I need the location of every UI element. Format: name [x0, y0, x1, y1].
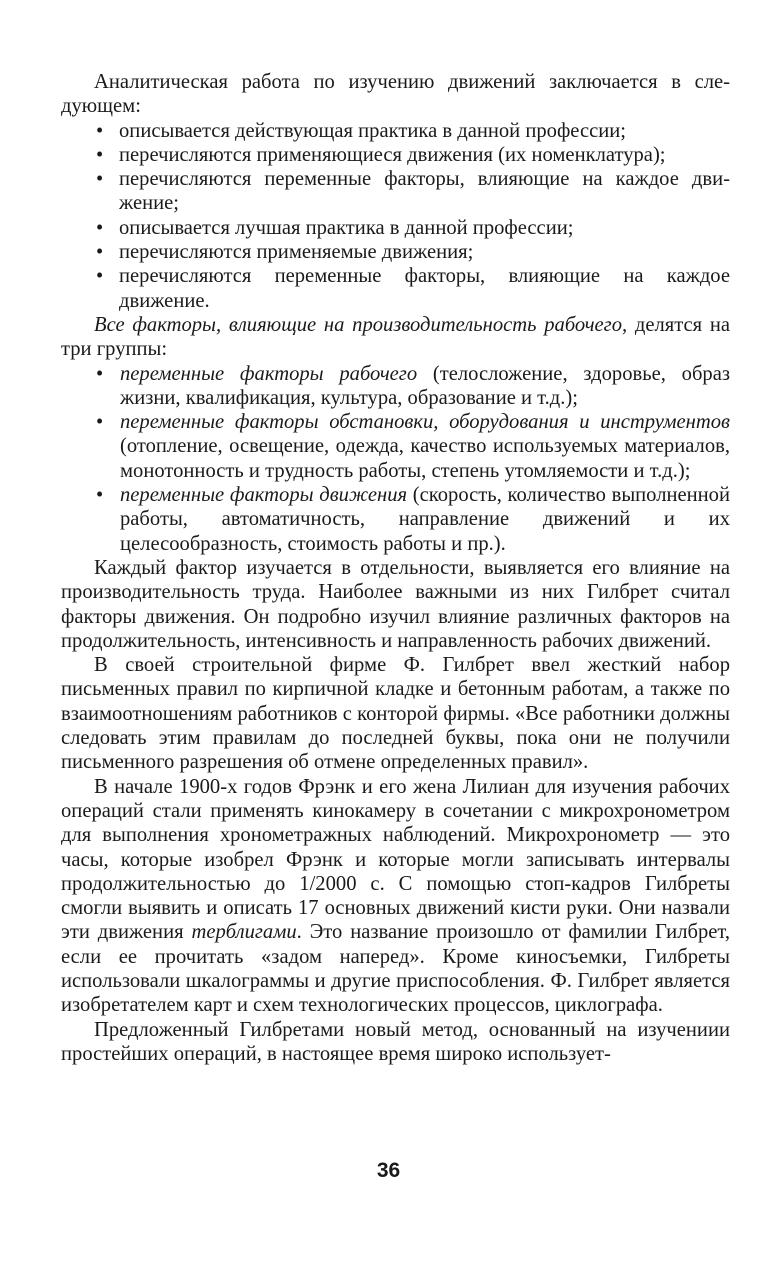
intro-paragraph: Аналитическая работа по изучению движений заключается в следующем:	[61, 71, 730, 118]
bullet: •	[96, 143, 104, 166]
paragraph: Предложенный Гилбретами новый метод, основанный на изучениии простейших операций, в настоящее время широко использует-	[61, 1018, 730, 1065]
list-item: • переменные факторы рабочего (телосложение, здоровье, образ жизни, квалификация, культура, образование и т.д.);	[96, 362, 730, 409]
bullet: •	[96, 362, 104, 385]
list-item: • описывается лучшая практика в данной профессии;	[96, 216, 574, 239]
paragraph: В начале 1900-х годов Фрэнк и его жена Лилиан для изучения рабочих операций стали применять кинокамеру в сочетании с микрохронометром для выполнения хронометражных наблюдений. Микрохронометр — это часы, которые изобрел Фрэнк и которые могли записывать интервалы продолжительностью до 1/2000 с. С помощью стоп-кадров Гилбреты смогли выявить и описать 17 основных движений кисти руки. Они назвали эти движения терблигами. Это название произошло от фамилии Гилбрет, если ее прочитать «задом наперед». Кроме киносъемки, Гилбреты использовали шкалограммы и другие приспособления. Ф. Гилбрет является изобретателем карт и схем технологических процессов, циклографа.	[61, 775, 730, 1017]
factor-groups-list	[61, 362, 730, 556]
groups-intro-paragraph: Все факторы, влияющие на производительность рабочего, делятся на три группы:	[61, 313, 730, 361]
bullet: •	[96, 484, 104, 507]
paragraph: Каждый фактор изучается в отдельности, выявляется его влияние на производительность труда. Наиболее важными из них Гилбрет считал факторы движения. Он подробно изучил влияние различных факторов на продолжительность, интенсивность и направленность рабочих движений.	[61, 556, 730, 652]
groups-intro-italic: Все факторы, влияющие на производительность рабочего,	[94, 313, 628, 336]
page-number: 36	[376, 1159, 401, 1182]
list-item: • перечисляются применяющиеся движения (их номенклатура);	[96, 143, 666, 166]
bullet: •	[96, 265, 104, 288]
bullet: •	[96, 241, 104, 264]
bullet: •	[96, 119, 104, 142]
list-item: • перечисляются применяемые движения;	[96, 241, 474, 264]
list-item: • переменные факторы обстановки, оборудования и инструментов (отопление, освещение, одежда, качество используемых материалов, монотонность и трудность работы, степень утомляемости и т.д.);	[96, 411, 730, 482]
list-item: • перечисляются переменные факторы, влияющие на каждое движение.	[96, 265, 730, 312]
bullet: •	[96, 168, 104, 191]
page-body	[61, 70, 730, 1066]
bullet: •	[96, 216, 104, 239]
list-item: • переменные факторы движения (скорость, количество выполненной работы, автоматичность, направление движений и их целесообразность, стоимость работы и пр.).	[96, 484, 730, 555]
list-item: • перечисляются переменные факторы, влияющие на каждое движение;	[96, 168, 730, 215]
term-italic: терблигами	[191, 921, 297, 944]
bullet: •	[96, 411, 104, 434]
list-item: • описывается действующая практика в данной профессии;	[96, 119, 627, 142]
analysis-list	[61, 119, 730, 313]
paragraph: В своей строительной фирме Ф. Гилбрет ввел жесткий набор письменных правил по кирпичной кладке и бетонным работам, а также по взаимоотношениям работников с конторой фирмы. «Все работники должны следовать этим правилам до последней буквы, пока они не получили письменного разрешения об отмене определенных правил».	[61, 654, 730, 774]
